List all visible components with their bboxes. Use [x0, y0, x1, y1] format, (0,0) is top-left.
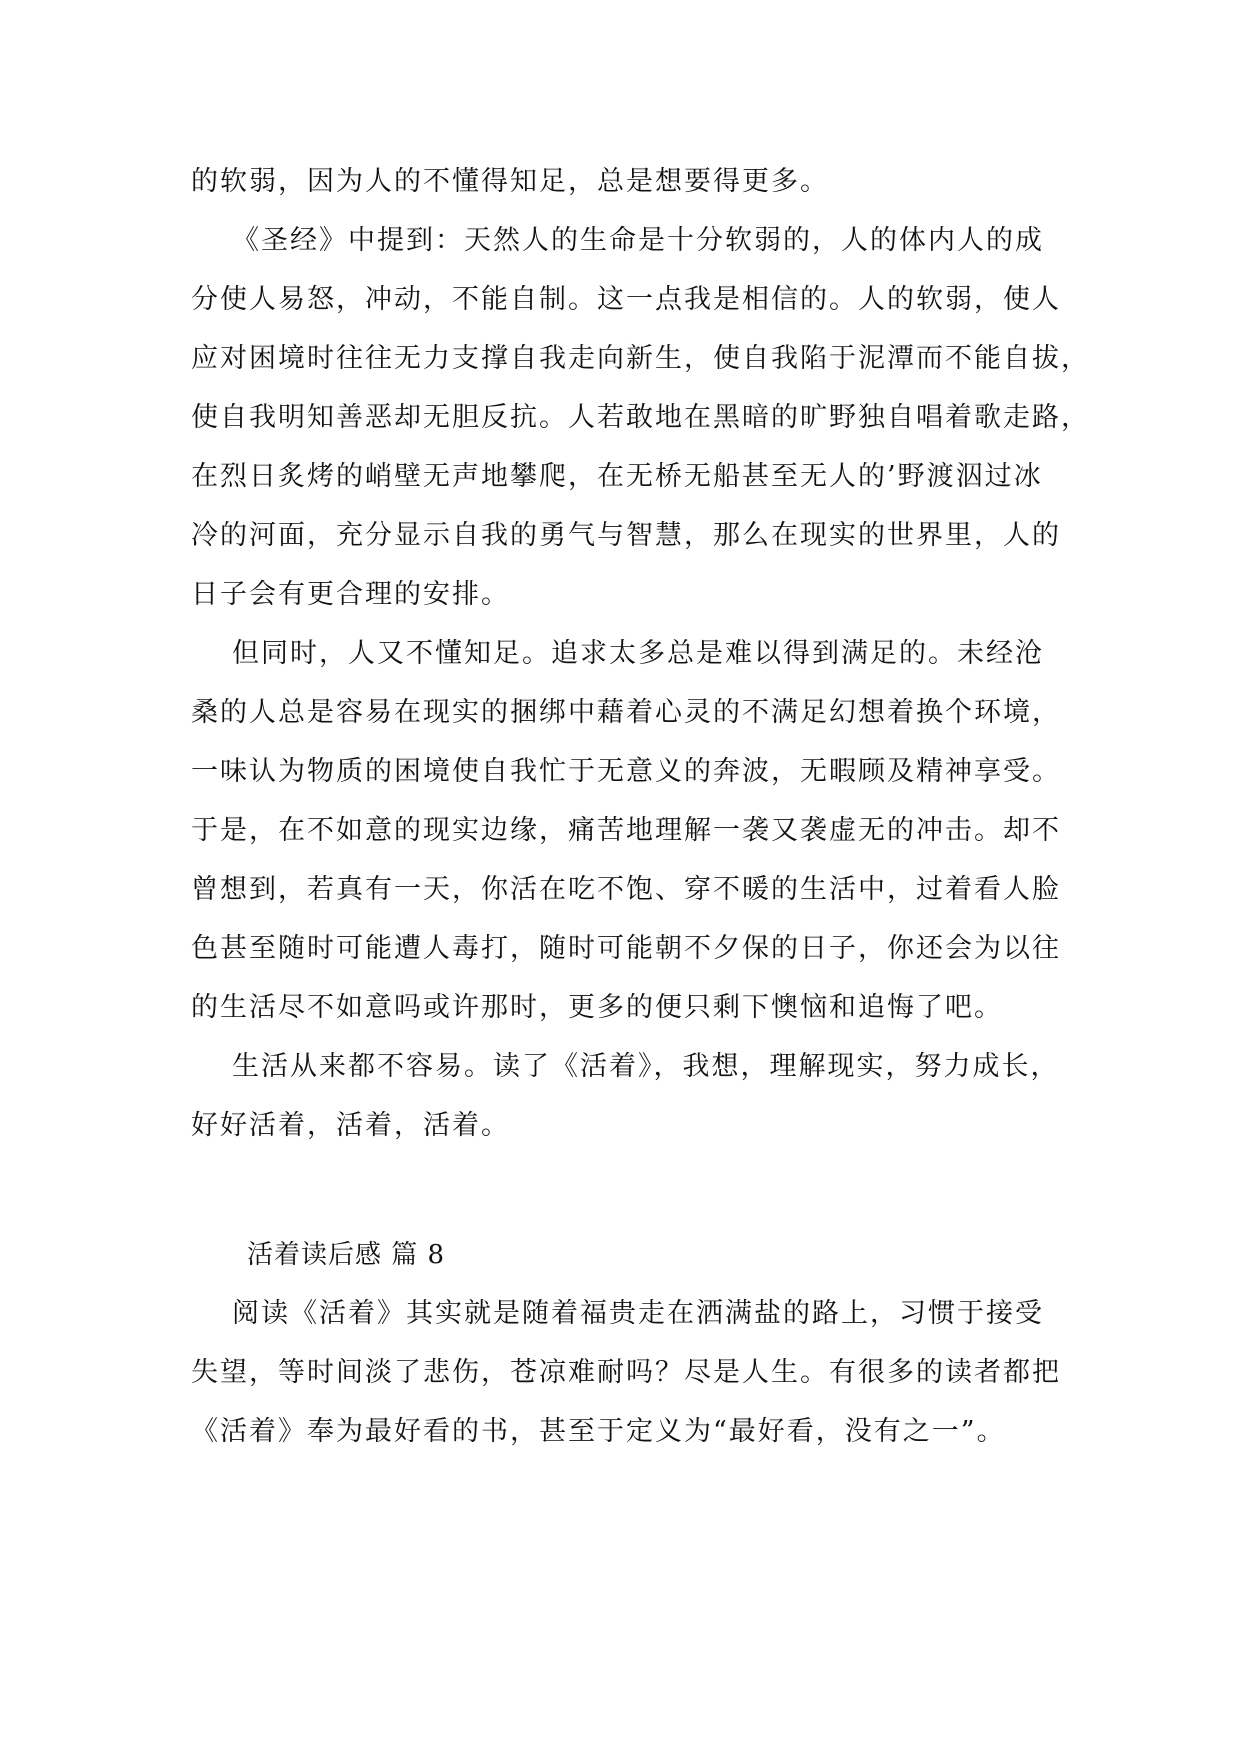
- text-line: 一味认为物质的困境使自我忙于无意义的奔波，无暇顾及精神享受。: [191, 756, 1061, 787]
- paragraph-start-line: 生活从来都不容易。读了《活着》，我想，理解现实，努力成长，: [232, 1051, 1060, 1082]
- text-line: 桑的人总是容易在现实的捆绑中藉着心灵的不满足幻想着换个环境，: [191, 697, 1061, 728]
- text-line: 应对困境时往往无力支撑自我走向新生，使自我陷于泥潭而不能自拔，: [191, 343, 1090, 374]
- paragraph-start-line: 《圣经》中提到：天然人的生命是十分软弱的，人的体内人的成: [232, 225, 1044, 256]
- text-line: 的软弱，因为人的不懂得知足，总是想要得更多。: [191, 166, 829, 197]
- paragraph-start-line: 阅读《活着》其实就是随着福贵走在洒满盐的路上，习惯于接受: [232, 1298, 1044, 1329]
- text-line: 于是，在不如意的现实边缘，痛苦地理解一袭又袭虚无的冲击。却不: [191, 815, 1061, 846]
- text-line: 的生活尽不如意吗或许那时，更多的便只剩下懊恼和追悔了吧。: [191, 992, 1003, 1023]
- text-line: 《活着》奉为最好看的书，甚至于定义为“最好看，没有之一”。: [191, 1416, 1006, 1447]
- text-line: 分使人易怒，冲动，不能自制。这一点我是相信的。人的软弱，使人: [191, 284, 1061, 315]
- text-line: 色甚至随时可能遭人毒打，随时可能朝不夕保的日子，你还会为以往: [191, 933, 1061, 964]
- text-line: 日子会有更合理的安排。: [191, 579, 510, 610]
- text-line: 冷的河面，充分显示自我的勇气与智慧，那么在现实的世界里，人的: [191, 520, 1061, 551]
- text-line: 好好活着，活着，活着。: [191, 1110, 510, 1141]
- paragraph-start-line: 但同时，人又不懂知足。追求太多总是难以得到满足的。未经沧: [232, 638, 1044, 669]
- text-line: 在烈日炙烤的峭壁无声地攀爬，在无桥无船甚至无人的’野渡泅过冰: [191, 461, 1043, 492]
- text-line: 失望，等时间淡了悲伤，苍凉难耐吗？尽是人生。有很多的读者都把: [191, 1357, 1061, 1388]
- text-line: 使自我明知善恶却无胆反抗。人若敢地在黑暗的旷野独自唱着歌走路，: [191, 402, 1090, 433]
- section-heading: 活着读后感 篇 8: [247, 1240, 446, 1270]
- text-line: 曾想到，若真有一天，你活在吃不饱、穿不暖的生活中，过着看人脸: [191, 874, 1061, 905]
